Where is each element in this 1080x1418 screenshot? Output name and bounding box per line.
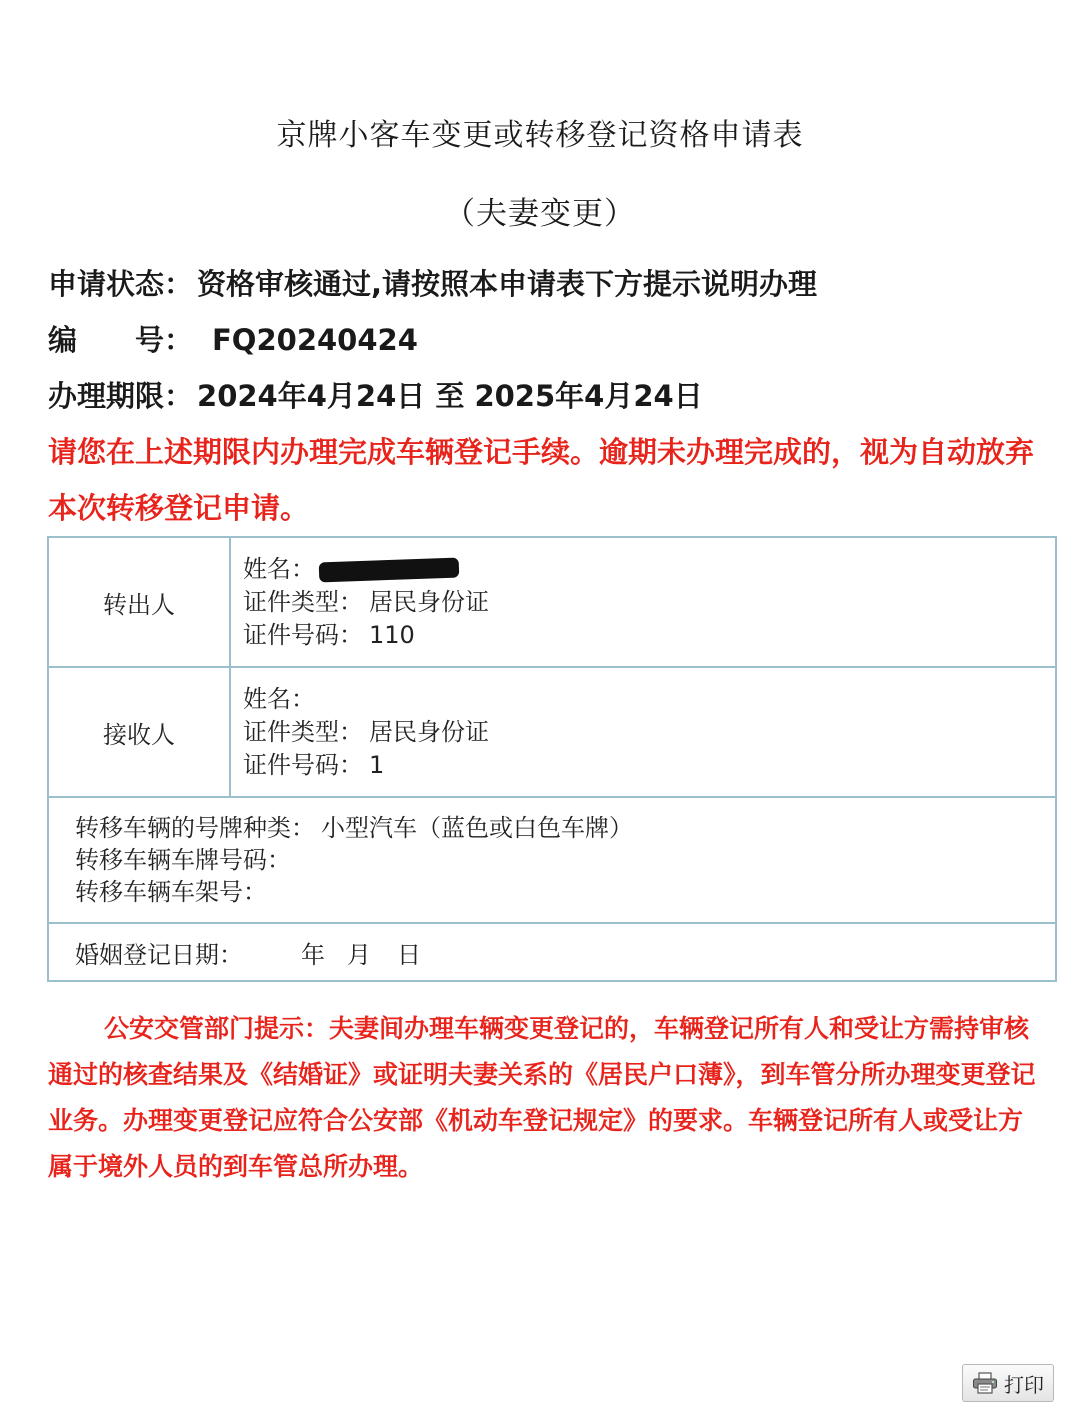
vehicle-info (48, 797, 1056, 923)
marriage-row (48, 923, 1056, 981)
transferor-id-number-row (243, 619, 1055, 652)
application-form-table (47, 536, 1057, 982)
receiver-id-number-label: 证件号码： (243, 750, 363, 779)
transferor-id-number-label: 证件号码： (243, 620, 363, 649)
receiver-id-number-value: 1 (369, 750, 385, 779)
number-label: 编 号： (48, 323, 194, 357)
receiver-label: 接收人 (48, 667, 230, 797)
deadline-warning: 请您在上述期限内办理完成车辆登记手续。逾期未办理完成的，视为自动放弃本次转移登记申请。 (48, 435, 1035, 525)
receiver-id-type-row (243, 716, 1055, 749)
transferor-id-type-value: 居民身份证 (369, 587, 489, 616)
application-status-row (48, 262, 817, 303)
print-button[interactable] (962, 1364, 1054, 1402)
plate-type-label: 转移车辆的号牌种类： (75, 814, 315, 842)
transferor-info (230, 537, 1056, 667)
frame-number-label: 转移车辆车架号： (75, 878, 267, 906)
marriage-month-unit: 月 (347, 940, 371, 969)
period-value: 2024年4月24日 至 2025年4月24日 (197, 379, 703, 413)
transferor-id-number-value: 110 (369, 620, 415, 649)
page-subtitle: （夫妻变更） (444, 196, 636, 232)
receiver-name-row (243, 683, 1055, 716)
transferor-label: 转出人 (48, 537, 230, 667)
receiver-name-label: 姓名： (243, 684, 315, 713)
frame-number-row (75, 876, 1055, 908)
redaction-mark (319, 557, 460, 582)
transferor-id-type-row (243, 586, 1055, 619)
page-title: 京牌小客车变更或转移登记资格申请表 (276, 118, 804, 153)
transferor-name-row (243, 553, 1055, 586)
receiver-id-type-label: 证件类型： (243, 717, 363, 746)
number-value: FQ20240424 (212, 323, 418, 357)
transferor-id-type-label: 证件类型： (243, 587, 363, 616)
printer-icon (972, 1372, 998, 1394)
application-number-row (48, 318, 418, 359)
application-period-row (48, 374, 703, 415)
plate-type-row (75, 812, 1055, 844)
marriage-day-unit: 日 (397, 940, 421, 969)
vehicle-row (48, 797, 1056, 923)
receiver-id-number-row (243, 749, 1055, 782)
receiver-info (230, 667, 1056, 797)
marriage-date-label: 婚姻登记日期： (75, 940, 243, 969)
police-notice: 公安交管部门提示：夫妻间办理车辆变更登记的，车辆登记所有人和受让方需持审核通过的核查结果及《结婚证》或证明夫妻关系的《居民户口薄》，到车管分所办理变更登记业务。办理变更登记应符合公安部《机动车登记规定》的要求。车辆登记所有人或受让方属于境外人员的到车管总所办理。 (48, 1014, 1036, 1181)
marriage-info (48, 923, 1056, 981)
receiver-row (48, 667, 1056, 797)
plate-number-row (75, 844, 1055, 876)
print-button-label: 打印 (1004, 1372, 1044, 1397)
period-label: 办理期限： (48, 379, 194, 413)
receiver-id-type-value: 居民身份证 (369, 717, 489, 746)
plate-type-value: 小型汽车（蓝色或白色车牌） (321, 814, 633, 842)
plate-number-label: 转移车辆车牌号码： (75, 846, 291, 874)
marriage-year-unit: 年 (301, 940, 325, 969)
transferor-row (48, 537, 1056, 667)
status-label: 申请状态： (48, 267, 194, 301)
transferor-name-label: 姓名： (243, 554, 315, 583)
status-value: 资格审核通过,请按照本申请表下方提示说明办理 (197, 267, 818, 301)
